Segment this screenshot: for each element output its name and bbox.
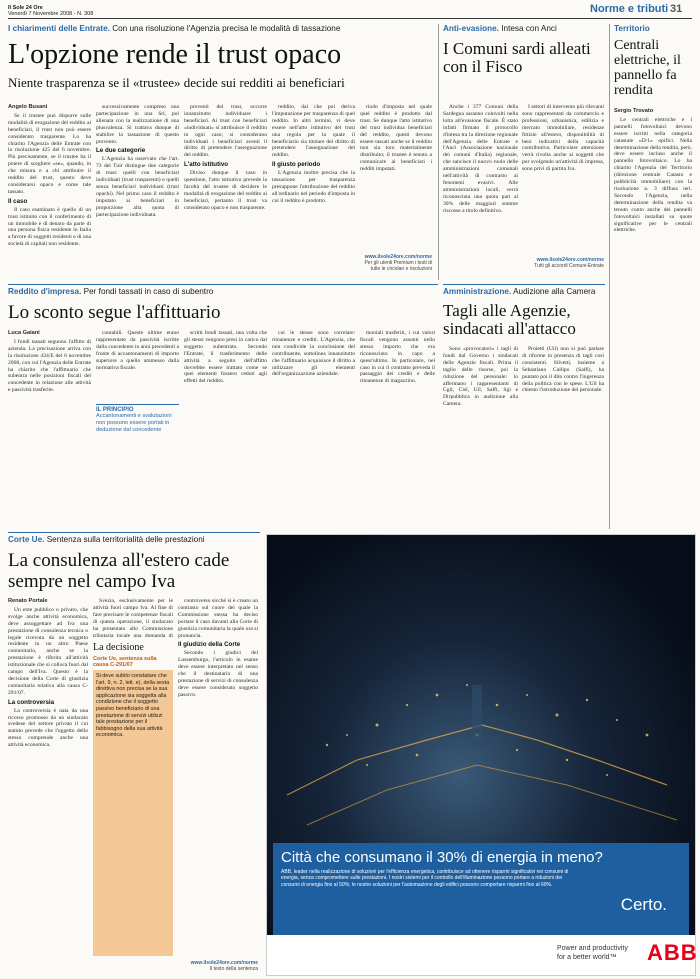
territory-author: Sergio Trovato xyxy=(614,108,654,114)
trust-author: Angelo Busani xyxy=(8,104,48,110)
sardinia-kicker: Anti-evasione. Intesa con Anci xyxy=(443,24,557,33)
masthead xyxy=(8,5,93,17)
rent-col-3: scritti fondi tassati, una volta che gli stessi vengono presi in carico dal soggetto subentrato. Secondo l'Entrate, il trasferimento delle attività a seguito dell'affitto dovrebbe essere trattato come se quei elementi fossero ceduti agli effetti del reddito. xyxy=(184,330,267,385)
page-number: 31 xyxy=(670,3,683,15)
vat-headline: La consulenza all'estero cade sempre nel campo Iva xyxy=(8,550,230,592)
vat-col-3: controverso sicché si è creato un contrasto sul cuore del quale la Commissione stessa ha deciso portare il caso davanti alla Corte di giustizia comunitaria la quale ora si pronuncia. Il giudizio della Corte Secondo i giudici del Lussemburgo, l'articolo in esame deve essere interpretato nel senso che il destinatario di una prestazione di servizi di consulenza deve essere considerato soggetto passivo. xyxy=(178,598,258,698)
vat-decision-box xyxy=(93,642,173,956)
decision-case: Corte Ue, sentenza sulla causa C-291/07 xyxy=(93,656,157,668)
rent-headline: Lo sconto segue l'affittuario xyxy=(8,302,221,323)
territory-headline: Centrali elettriche, il pannello fa rendita xyxy=(614,38,681,98)
ad-body: ABB, leader nella realizzazione di soluzioni per l'efficienza energetica, contribuisce ad ottenere risparmi significativi nei consumi di energia, senza compromettere sulle prestazioni. I nostri sistemi per il controllo dell'illuminazione possono portare a riduzioni dei consumi di energia fino al 50%; le nostre soluzioni per l'automazione degli edifici possono comportare risparmi fino al 60%. xyxy=(281,869,569,888)
vat-rule xyxy=(8,532,260,533)
agencies-rule xyxy=(443,284,605,285)
trust-col-5: riodo d'imposta nel quale quel reddito è prodotto dal trust. Se dunque l'atto istitutivo del trust individua beneficiari del reddito, questi devono essere tassati anche se il reddito non sia loro materialmente distribuito; il trustee è tenuto a comunicare ai beneficiari i redditi imputati. xyxy=(360,104,432,173)
sardinia-col-2: I settori di intervento più rilevanti sono rappresentati da commercio e professioni, urbanistica, edilizia e mercato immobiliare, residenze fittizie all'estero, disponibilità di beni indicativi della capacità contributiva. Particolare attenzione verrà rivolta anche ai soggetti che pur svolgendo un'attività di impresa, sono privi di partita Iva. xyxy=(522,104,604,173)
masthead-rule xyxy=(8,18,692,19)
rent-col-5: moniali trasferiti, i cui valori fiscali vengono assunti nello stesso importo che era riconosciuto in capo a quest'ultimo. In particolare, nel caso in cui il contratto preveda il passaggio dei crediti e delle rimanenze di magazzino. xyxy=(360,330,435,385)
principle-line-2: non possono essere portati in deduzione dal concedente xyxy=(96,420,170,433)
abb-logo: ABB xyxy=(647,940,698,965)
rent-col-1: Luca Gaiani I fondi tassati seguono l'affitto di azienda. La precisazione arriva con la risoluzione 434/E del 6 novembre 2008, con cui l'Agenzia delle Entrate ha chiarito che l'affittuario che subentra nelle posizioni fiscali del concedente in relazione alle attività e passività trasferite. xyxy=(8,330,91,394)
trust-col-1: Angelo Busani Se il trustee può disporre sulle modalità di erogazione del reddito ai beneficiari, il trust non può essere considerato trasparente. Lo ha chiarito l'Agenzia delle Entrate con la risoluzione 425 del 6 novembre. Più precisamente, se il trustee ha il potere di scegliere «se», quando, in che misura e a chi attribuire il reddito del trust, questo deve considerarsi opaco e come tale tassato. Il caso Il caso esaminato è quello di un trust istituito con il conferimento di un immobile e di denaro da parte di una persona fisica residente in Italia a favore di soggetti residenti e di una società di capitali non residente. xyxy=(8,104,91,248)
trust-subhead: Niente trasparenza se il «trustee» decide sui redditi ai beneficiari xyxy=(8,75,345,90)
trust-col-2: successivamente compreso una partecipazione in una Srl, poi alienata con la realizzazione di una plusvalenza. Si trattava dunque di stabilire la tassazione di questo provento. Le due categorie L'Agenzia ha osservato che l'art. 73 del Tuir distingue due categorie di trust: quelli con beneficiari individuati (trust trasparenti) e quelli senza beneficiari individuati (trust opachi). Nel primo caso il reddito è imputato ai beneficiari in proporzione alla quota di partecipazione individuata. xyxy=(96,104,179,218)
trust-col-3: proventi del trust, occorre innanzitutto individuare i beneficiari. Ai trust con beneficiari «individuati» si attribuisce il reddito in ogni caso; si considerano individuati i beneficiari aventi il diritto di pretendere l'assegnazione del reddito. L'atto istitutivo Diviso dunque il caso in questione, l'atto istitutivo prevede la facoltà del trustee di decidere le modalità di erogazione del reddito ai beneficiari, pertanto il trust va considerato opaco e non trasparente. xyxy=(184,104,267,211)
trust-kicker: I chiarimenti delle Entrate. Con una risoluzione l'Agenzia precisa le modalità di tassazione xyxy=(8,24,341,33)
ad-signature: Certo. xyxy=(620,895,667,914)
column-divider xyxy=(438,24,439,280)
sardinia-web-ref[interactable]: www.ilsole24ore.com/norme Tutti gli accordi Comuni-Entrate xyxy=(534,257,604,269)
abb-advertisement[interactable] xyxy=(266,534,696,976)
territory-kicker: Territorio xyxy=(614,24,650,33)
rent-author: Luca Gaiani xyxy=(8,330,40,336)
trust-col-4: reddito, dal che poi deriva l'imputazione per trasparenza di quel reddito. In altri termini, vi deve essere nell'atto istitutivo del trust una regola per la quale il beneficiario sia titolare del diritto di pretendere l'assegnazione del reddito. Il giusto periodo L'Agenzia inoltre precisa che la tassazione per trasparenza presuppone l'attribuzione del reddito all'ordinario nel periodo d'imposta in cui il reddito è prodotto. xyxy=(272,104,355,204)
principle-line-1: Accantonamenti e svalutazioni xyxy=(96,413,172,419)
agencies-headline: Tagli alle Agenzie, sindacati all'attacco xyxy=(443,301,576,338)
agencies-kicker: Amministrazione. Audizione alla Camera xyxy=(443,287,596,296)
vat-kicker: Corte Ue. Sentenza sulla territorialità delle prestazioni xyxy=(8,535,205,544)
sardinia-col-1: Anche i 377 Comuni della Sardegna saranno coinvolti nella lotta all'evasione fiscale. È stato infatti firmato il protocollo d'intesa tra la direzione regionale dell'Agenzia delle Entrate e l'Anci (Associazione nazionale dei comuni d'Italia) regionale, che sancisce il nuovo ruolo delle amministrazioni comunali nell'attività di contrasto ai fenomeni evasivi. Alle amministrazioni locali, verrà riconosciuta una quota pari al 30% delle maggiori somme riscosse a titolo definitivo. xyxy=(443,104,518,214)
ad-message-band xyxy=(273,843,689,935)
ad-headline: Città che consumano il 30% di energia in meno? xyxy=(281,849,603,866)
decision-title: La decisione xyxy=(93,642,144,653)
sardinia-headline: I Comuni sardi alleati con il Fisco xyxy=(443,39,591,76)
trust-web-ref[interactable]: www.ilsole24ore.com/norme Per gli utenti Premium i testi di tutte le circolari e risoluzioni xyxy=(364,254,432,272)
trust-headline: L'opzione rende il trust opaco xyxy=(8,39,342,70)
column-divider-right xyxy=(609,24,610,529)
rent-col-4: cui le stesse sono correlate: rimanenze e crediti. L'Agenzia, che non condivide la conclusione del contribuente, sottolinea innanzitutto che l'affittuario acquisisce il diritto a utilizzare gli elementi dell'organizzazione aziendale. xyxy=(272,330,355,378)
rent-rule xyxy=(8,284,438,285)
ad-tagline: Power and productivity for a better world™ xyxy=(557,945,628,961)
decision-text: Si deve subito constatare che l'art. 9, n. 2, lett. e), della sesta direttiva non precisa se la sua applicazione sia soggetta alla condizione che il soggetto passivo beneficiario di una prestazione di servizi utilizzi tale prestazione per il fabbisogno della sua attività economica. xyxy=(93,670,173,956)
agencies-col-1: Sono «provocatori» i tagli di fondi dal Governo i sindacati delle Agenzie fiscali. Prima il taglio delle risorse, poi la riduzione del personale: lo affermano i rappresentanti di Cgil, Cisl, Uil, Salfi, Sgi e Dirpubblica in audizione alla Camera. xyxy=(443,346,518,408)
vat-author: Renato Portale xyxy=(8,598,48,604)
rent-principle-box xyxy=(96,404,179,434)
vat-col-2: Svezia, esclusivamente per le attività fuori campo Iva. Al fine di fare precisare le competenze fiscali di questa operazione, il sindacato ha presentato allo Commissione tributaria locale una domanda di xyxy=(93,598,173,638)
city-night-image xyxy=(267,535,695,935)
paper-name: Il Sole 24 Ore xyxy=(8,5,43,11)
vat-web-ref[interactable]: www.ilsole24ore.com/norme Il testo della sentenza xyxy=(190,960,258,972)
vat-col-1: Renato Portale Un ente pubblico o privato, che svolge anche attività economica, deve assoggettare ad Iva una prestazione di consulenza tecnica o legale ricevuta da un soggetto residente in un altro Paese comunitario, anche se la prestazione è riferita all'attività istituzionale che si colloca fuori dal campo dell'Iva. Questo è la decisione della Corte di giustizia comunitaria relativa alla causa C-291/07. La controversia La controversia è nata da una ricorso promosso da un sindacato svedese del settore privato il cui statuto prevede che l'oggetto dello stesso comprende anche una attività economica. xyxy=(8,598,88,749)
rent-col-2: contabili. Queste ultime erano rappresentate da passività iscritte dalla concedente in anni precedenti a fronte di accantonamenti di importo superiore a quello ammesso dalla normativa fiscale. xyxy=(96,330,179,371)
principle-title: IL PRINCIPIO xyxy=(96,407,134,413)
territory-col: Sergio Trovato Le centrali elettriche e i pannelli fotovoltaici devono essere iscritti nella categoria catastale «D/1» opifici. Nella determinazione della rendita, però, deve essere incluso anche il pannello fotovoltaico. Lo ha chiarito l'Agenzia del Territorio (direzione centrale Catasto e pubblicità immobiliare) con la risoluzione n. 3 diffusa ieri. Secondo l'Agenzia, nella determinazione della rendita va tenuto conto anche dei pannelli fotovoltaici installati su quote significative per le centrali elettriche. xyxy=(614,108,692,234)
section-title: Norme e tributi xyxy=(590,3,669,15)
rent-kicker: Reddito d'impresa. Per fondi tassati in caso di subentro xyxy=(8,287,214,296)
agencies-col-2: Proietti (Uil) non si può parlare di riforme in presenza di tagli così consistenti. Silvetti, insieme a Sebastiano Callipo (Salfi), ha puntato poi il dito contro l'ingerenza della politica con le spese. L'Uil ha chiesto l'introduzione del personale. xyxy=(522,346,604,394)
issue-date: Venerdì 7 Novembre 2008 - N. 308 xyxy=(8,11,94,17)
